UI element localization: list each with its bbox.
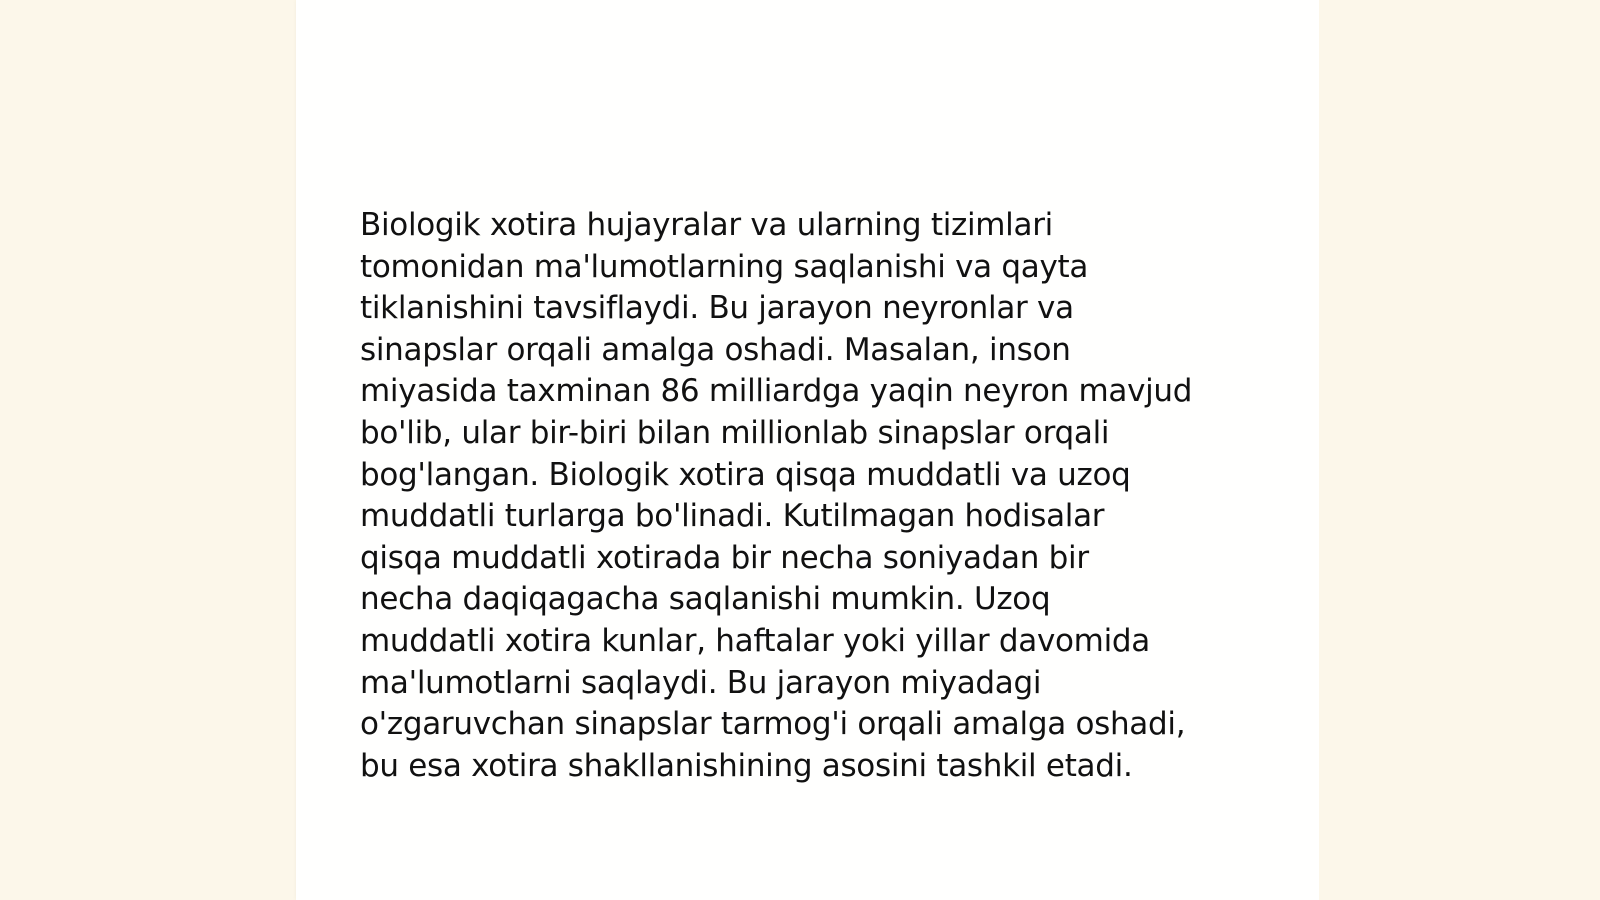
document-page — [296, 0, 1319, 900]
paragraph-line: qisqa muddatli xotirada bir necha soniyadan bir — [360, 539, 1089, 576]
paragraph-line: muddatli turlarga bo'linadi. Kutilmagan hodisalar — [360, 498, 1105, 535]
left-margin — [0, 0, 296, 900]
paragraph-line: tiklanishini tavsiflaydi. Bu jarayon neyronlar va — [360, 290, 1074, 327]
paragraph-line: necha daqiqagacha saqlanishi mumkin. Uzoq — [360, 581, 1051, 618]
paragraph-line: muddatli xotira kunlar, haftalar yoki yillar davomida — [360, 622, 1150, 659]
right-margin — [1319, 0, 1600, 900]
paragraph-line: Biologik xotira hujayralar va ularning tizimlari — [360, 207, 1053, 243]
paragraph-line: miyasida taxminan 86 milliardga yaqin neyron mavjud — [360, 373, 1193, 410]
body-paragraph — [360, 205, 1260, 787]
paragraph-line: bu esa xotira shakllanishining asosini tashkil etadi. — [360, 747, 1133, 784]
paragraph-line: sinapslar orqali amalga oshadi. Masalan, inson — [360, 331, 1071, 368]
paragraph-line: bog'langan. Biologik xotira qisqa muddatli va uzoq — [360, 456, 1131, 493]
paragraph-line: ma'lumotlarni saqlaydi. Bu jarayon miyadagi — [360, 664, 1042, 701]
paragraph-line: tomonidan ma'lumotlarning saqlanishi va qayta — [360, 248, 1089, 285]
paragraph-line: o'zgaruvchan sinapslar tarmog'i orqali amalga oshadi, — [360, 706, 1186, 743]
paragraph-line: bo'lib, ular bir-biri bilan millionlab sinapslar orqali — [360, 414, 1110, 451]
